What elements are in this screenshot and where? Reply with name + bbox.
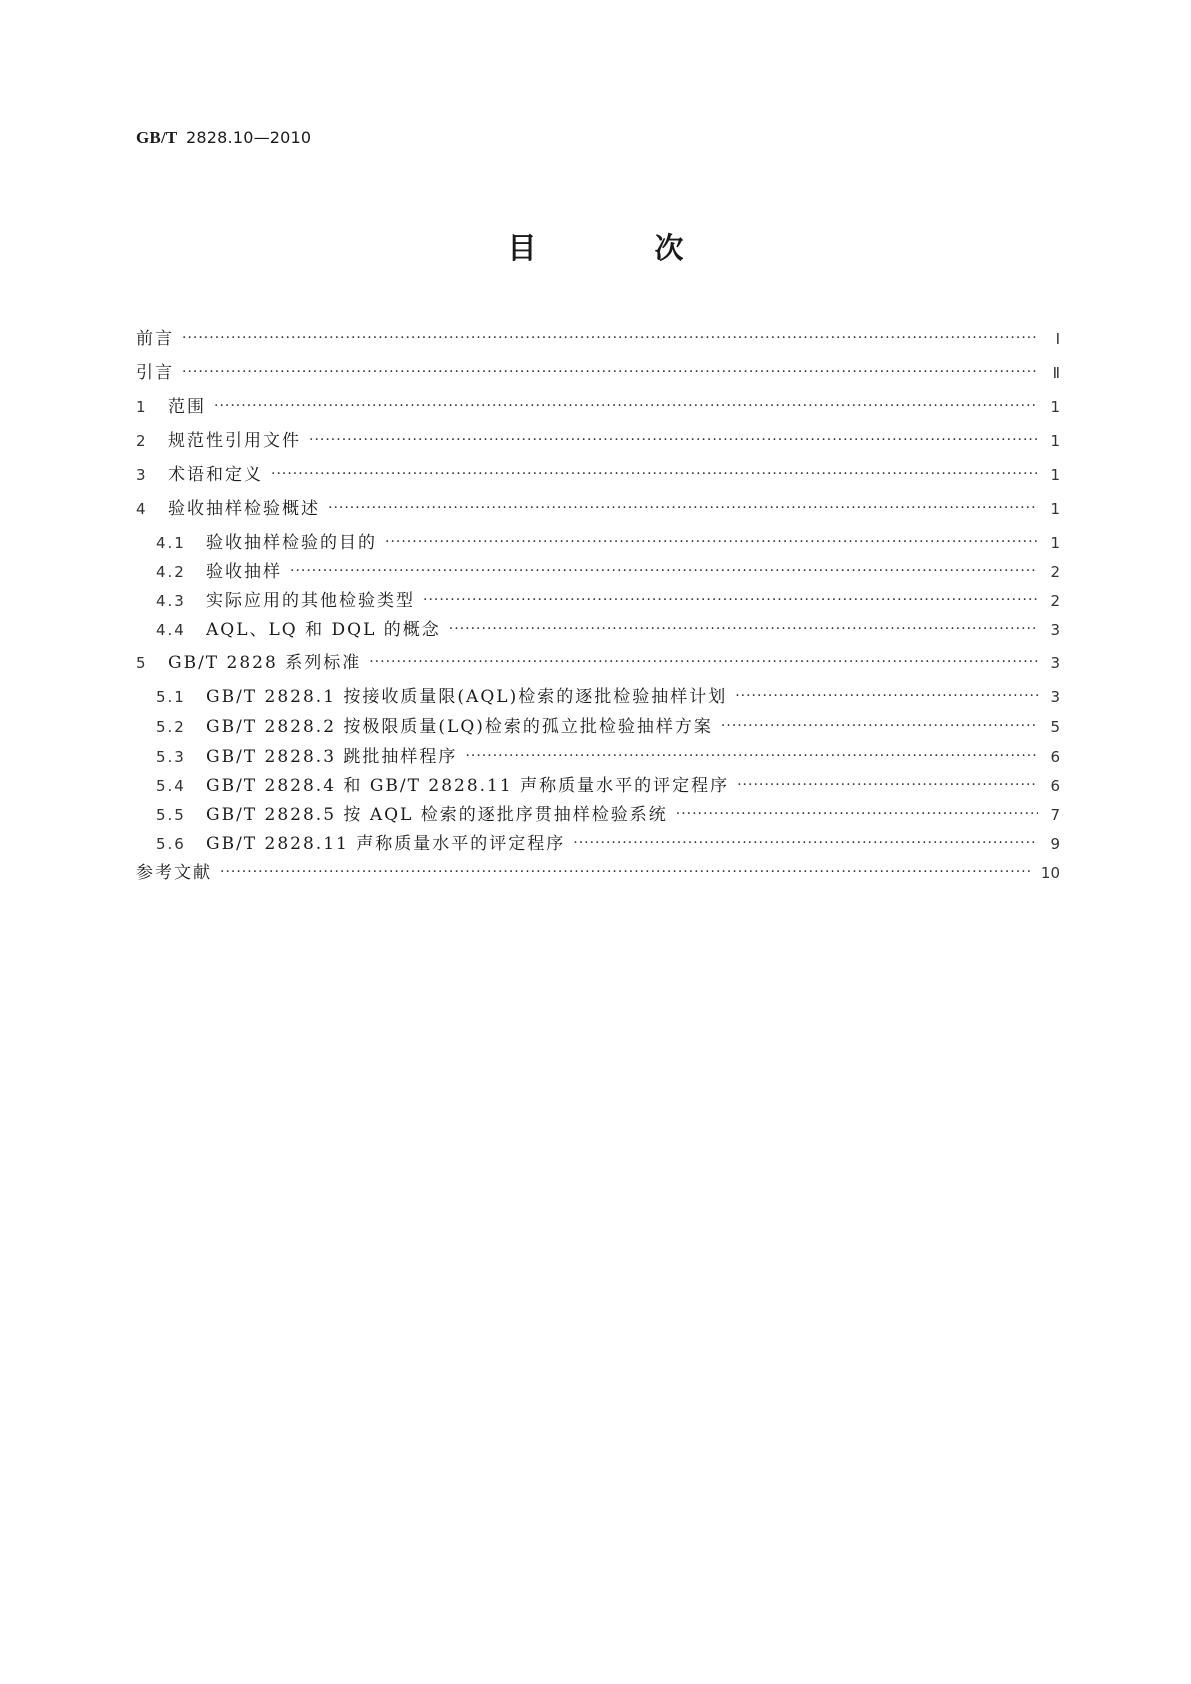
toc-entry-4-1[interactable] (156, 532, 1060, 554)
toc-entry-number: 5.3 (156, 748, 186, 766)
standard-number: 2828.10—2010 (186, 128, 312, 147)
toc-entry-label: 验收抽样检验概述 (168, 499, 320, 519)
toc-leader-dots (737, 774, 1038, 796)
toc-leader-dots (385, 531, 1038, 553)
toc-entry-label: GB/T 2828.2 按极限质量(LQ)检索的孤立批检验抽样方案 (206, 717, 713, 737)
toc-entry-number: 2 (136, 432, 148, 450)
toc-entry-page: 3 (1050, 688, 1060, 706)
toc-entry-page: 9 (1050, 835, 1060, 853)
toc-entry-number: 5.4 (156, 777, 186, 795)
toc-entry-label: GB/T 2828 系列标准 (168, 653, 362, 673)
toc-entry-4-3[interactable] (156, 590, 1060, 612)
toc-leader-dots (309, 429, 1038, 451)
toc-entry-bibliography[interactable] (136, 862, 1060, 884)
toc-entry-page: 3 (1050, 621, 1060, 639)
toc-entry-number: 4.1 (156, 534, 186, 552)
toc-leader-dots (290, 560, 1038, 582)
toc-entry-label: GB/T 2828.1 按接收质量限(AQL)检索的逐批检验抽样计划 (206, 687, 728, 707)
toc-entry-4[interactable] (136, 498, 1060, 520)
toc-entry-number: 1 (136, 398, 148, 416)
toc-entry-number: 5.2 (156, 718, 186, 736)
toc-entry-page: 1 (1050, 500, 1060, 518)
toc-entry-introduction[interactable] (136, 362, 1060, 384)
toc-entry-number: 5.5 (156, 806, 186, 824)
toc-leader-dots (271, 463, 1038, 485)
toc-entry-label: 范围 (168, 397, 206, 417)
toc-entry-page: 2 (1050, 592, 1060, 610)
toc-entry-number: 5.1 (156, 688, 186, 706)
toc-leader-dots (182, 327, 1038, 349)
toc-leader-dots (369, 651, 1038, 673)
toc-entry-label: GB/T 2828.4 和 GB/T 2828.11 声称质量水平的评定程序 (206, 776, 730, 796)
toc-leader-dots (214, 395, 1038, 417)
toc-entry-3[interactable] (136, 464, 1060, 486)
standard-code-header (136, 128, 311, 148)
toc-entry-label: 前言 (136, 329, 174, 349)
toc-entry-label: GB/T 2828.11 声称质量水平的评定程序 (206, 834, 566, 854)
toc-leader-dots (735, 685, 1038, 707)
toc-leader-dots (220, 861, 1033, 883)
toc-leader-dots (449, 618, 1038, 640)
toc-entry-page: 6 (1050, 748, 1060, 766)
toc-entry-label: GB/T 2828.5 按 AQL 检索的逐批序贯抽样检验系统 (206, 805, 668, 825)
toc-entry-label: 规范性引用文件 (168, 431, 301, 451)
toc-entry-page: Ⅰ (1055, 330, 1060, 348)
toc-entry-page: 1 (1050, 432, 1060, 450)
toc-entry-page: 1 (1050, 398, 1060, 416)
toc-entry-label: 验收抽样检验的目的 (206, 533, 377, 553)
standard-code: GB/T (136, 128, 178, 147)
toc-leader-dots (182, 361, 1038, 383)
toc-entry-number: 5.6 (156, 835, 186, 853)
toc-entry-label: 引言 (136, 363, 174, 383)
toc-entry-number: 4.4 (156, 621, 186, 639)
toc-entry-label: 术语和定义 (168, 465, 263, 485)
toc-leader-dots (328, 497, 1038, 519)
toc-leader-dots (721, 715, 1038, 737)
toc-entry-number: 4 (136, 500, 148, 518)
toc-entry-5-3[interactable] (156, 746, 1060, 768)
toc-entry-label: 验收抽样 (206, 562, 282, 582)
toc-entry-4-4[interactable] (156, 619, 1060, 641)
toc-leader-dots (423, 589, 1038, 611)
toc-entry-5-6[interactable] (156, 833, 1060, 855)
toc-entry-page: 6 (1050, 777, 1060, 795)
toc-entry-label: 参考文献 (136, 863, 212, 883)
toc-entry-number: 3 (136, 466, 148, 484)
page-title: 目 次 (507, 231, 738, 265)
toc-entry-page: 1 (1050, 534, 1060, 552)
toc-entry-5[interactable] (136, 652, 1060, 674)
toc-leader-dots (573, 832, 1038, 854)
toc-entry-2[interactable] (136, 430, 1060, 452)
toc-entry-1[interactable] (136, 396, 1060, 418)
toc-leader-dots (676, 803, 1038, 825)
toc-entry-page: 3 (1050, 654, 1060, 672)
toc-entry-number: 4.2 (156, 563, 186, 581)
toc-entry-label: AQL、LQ 和 DQL 的概念 (206, 620, 441, 640)
toc-leader-dots (465, 745, 1038, 767)
toc-entry-5-2[interactable] (156, 716, 1060, 738)
toc-entry-number: 4.3 (156, 592, 186, 610)
toc-entry-label: 实际应用的其他检验类型 (206, 591, 415, 611)
toc-entry-page: 10 (1040, 864, 1060, 882)
toc-entry-5-1[interactable] (156, 686, 1060, 708)
toc-entry-number: 5 (136, 654, 148, 672)
toc-entry-4-2[interactable] (156, 561, 1060, 583)
toc-entry-page: Ⅱ (1052, 364, 1060, 382)
toc-entry-5-4[interactable] (156, 775, 1060, 797)
toc-entry-5-5[interactable] (156, 804, 1060, 826)
toc-entry-page: 1 (1050, 466, 1060, 484)
toc-entry-foreword[interactable] (136, 328, 1060, 350)
toc-entry-page: 5 (1050, 718, 1060, 736)
toc-entry-label: GB/T 2828.3 跳批抽样程序 (206, 747, 458, 767)
toc-entry-page: 7 (1050, 806, 1060, 824)
toc-entry-page: 2 (1050, 563, 1060, 581)
